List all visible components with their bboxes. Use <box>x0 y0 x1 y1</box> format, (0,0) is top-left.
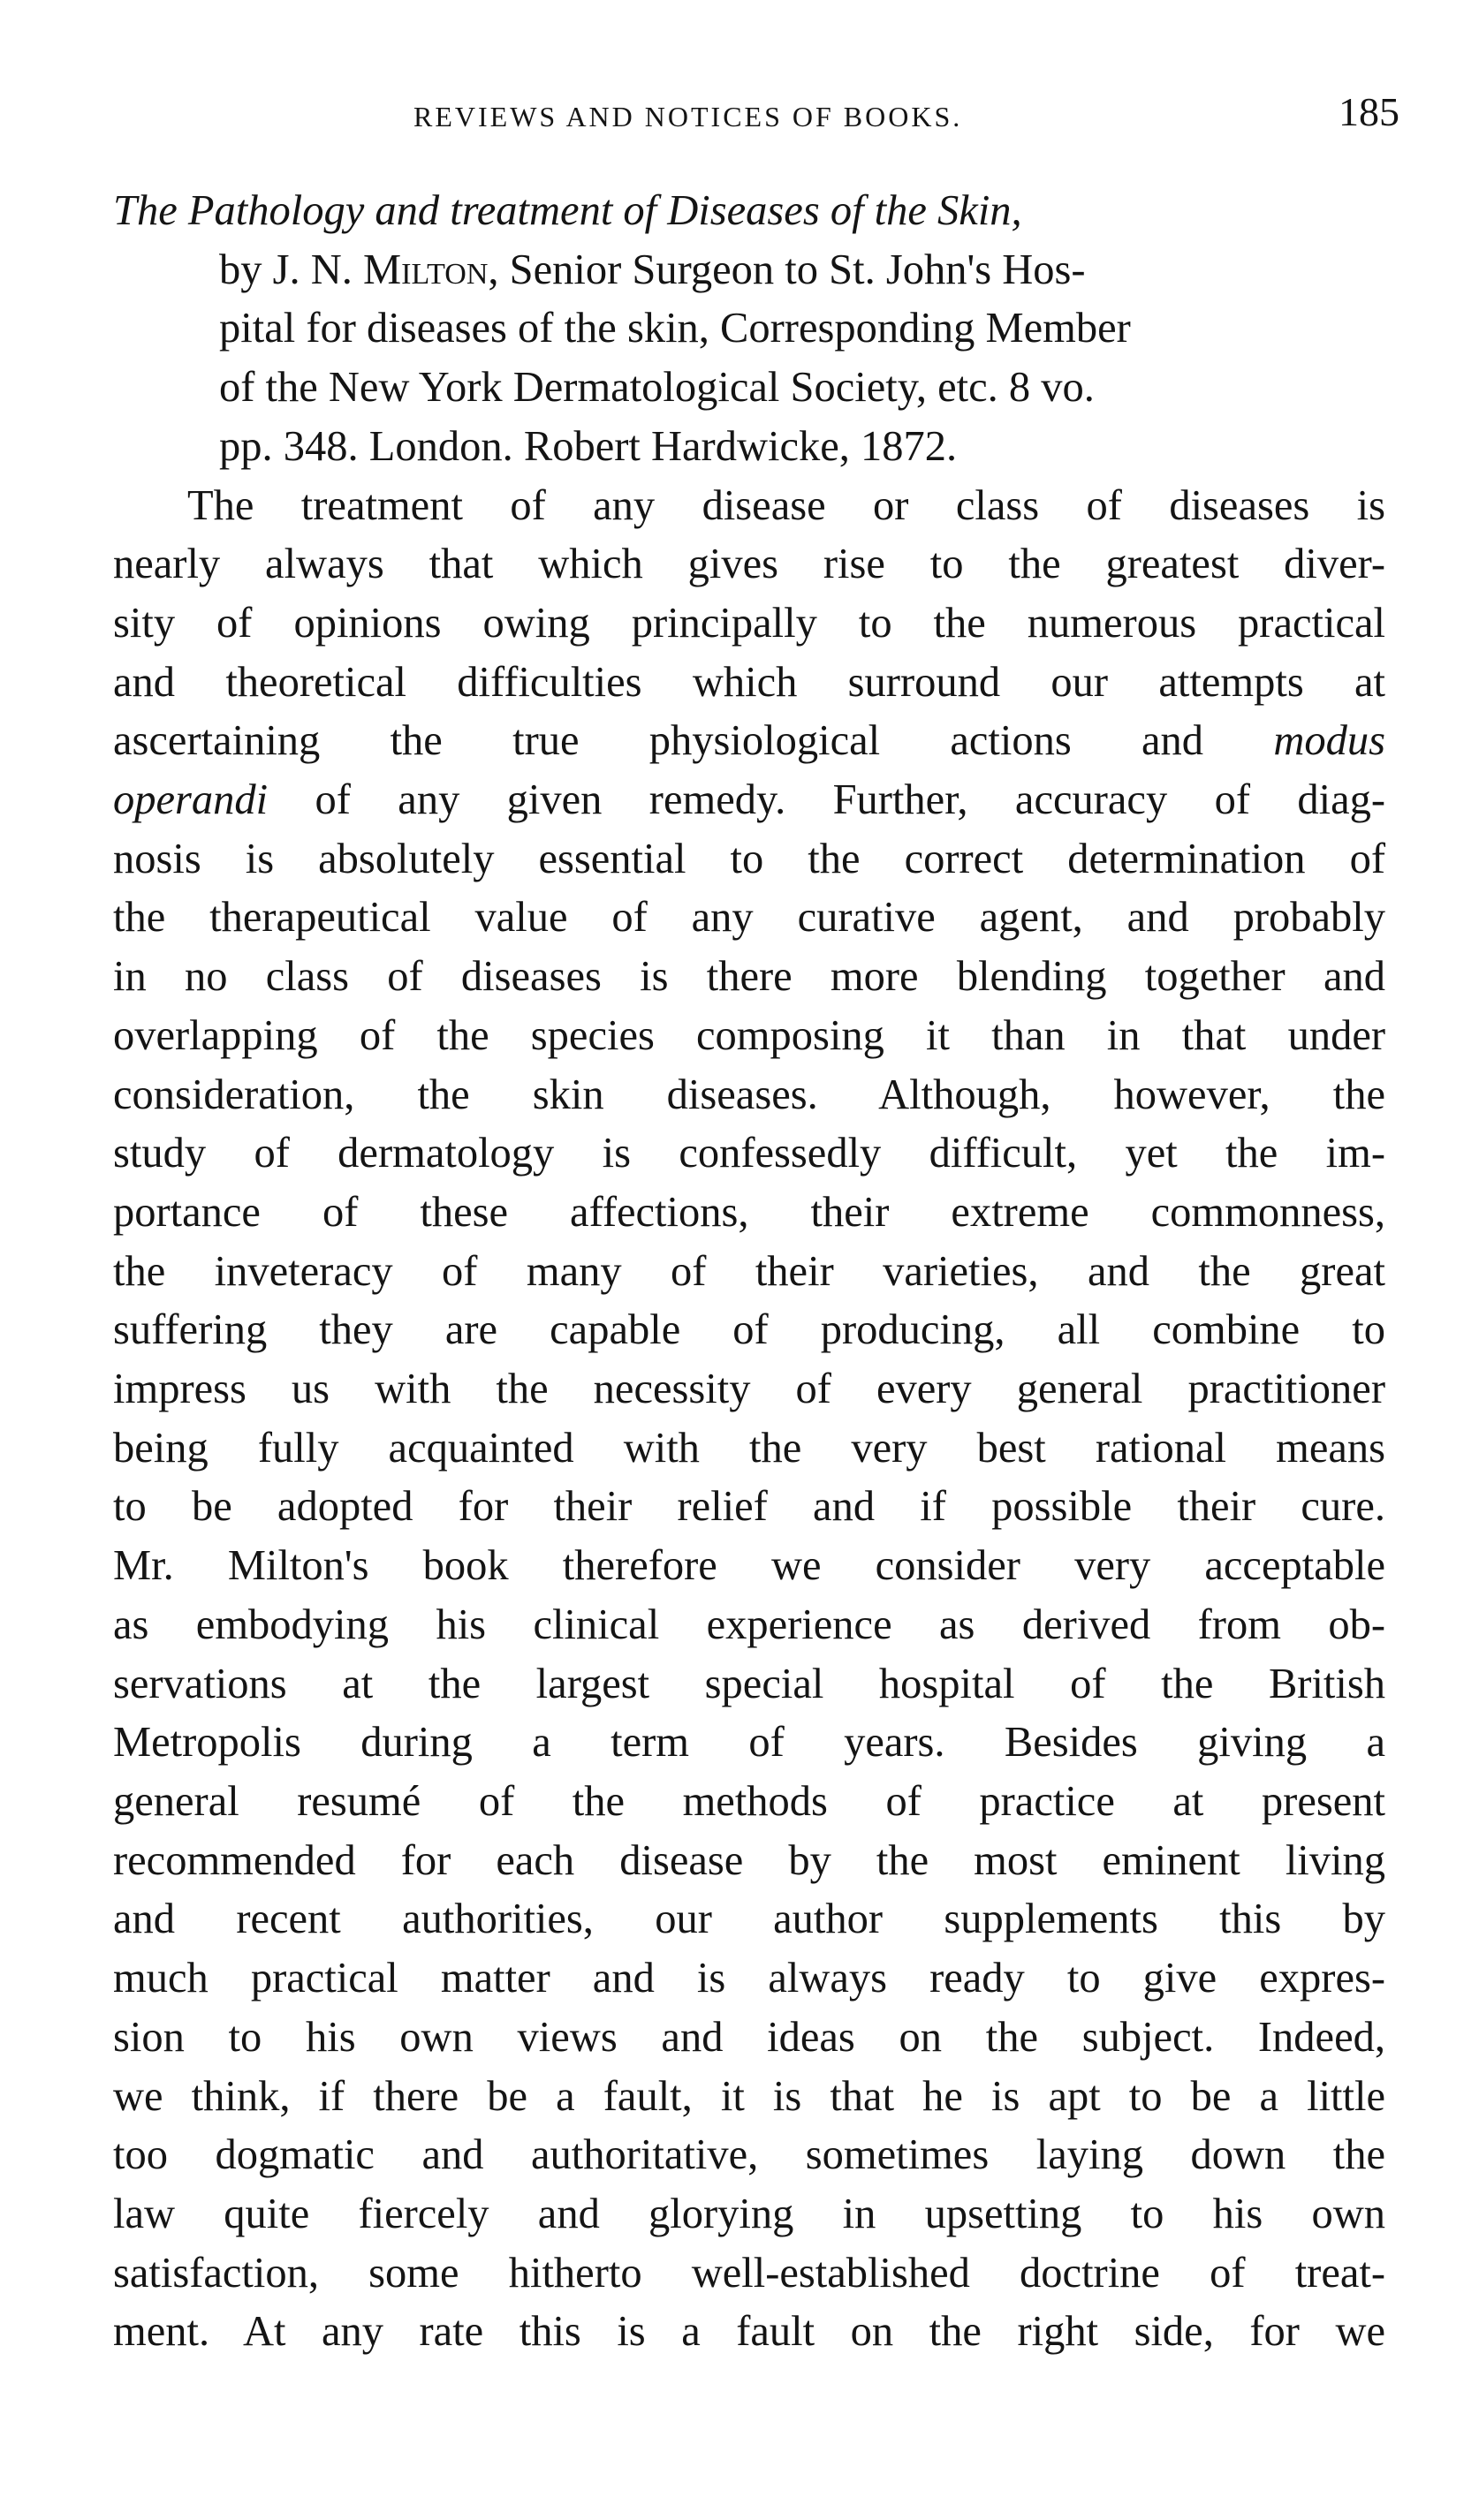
review-line: too dogmatic and authoritative, sometimes laying down the <box>113 2131 1385 2179</box>
review-line: to be adopted for their relief and if possible their cure. <box>113 1483 1385 1531</box>
review-line: much practical matter and is always ready to give expres- <box>113 1955 1385 2002</box>
author-description: , Senior Surgeon to St. John's Hos- <box>488 246 1086 293</box>
review-line: in no class of diseases is there more blending together and <box>113 953 1385 1001</box>
author-name: Milton <box>363 246 489 293</box>
review-line: sion to his own views and ideas on the subject. Indeed, <box>113 2013 1385 2061</box>
review-line: law quite fiercely and glorying in upsetting to his own <box>113 2190 1385 2237</box>
review-line: recommended for each disease by the most eminent living <box>113 1836 1385 1884</box>
review-line: as embodying his clinical experience as derived from ob- <box>113 1601 1385 1648</box>
review-line: suffering they are capable of producing, all combine to <box>113 1306 1385 1354</box>
review-line: and theoretical difficulties which surround our attempts at <box>113 658 1385 706</box>
book-detail-line-3: of the New York Dermatological Society, etc. 8 vo. <box>219 364 1095 412</box>
running-head <box>113 88 1399 159</box>
review-line: sity of opinions owing principally to the numerous practical <box>113 599 1385 647</box>
review-line: and recent authorities, our author supplements this by <box>113 1896 1385 1943</box>
review-line: consideration, the skin diseases. Although, however, the <box>113 1071 1385 1118</box>
review-line: servations at the largest special hospital of the British <box>113 1660 1385 1707</box>
review-line: Mr. Milton's book therefore we consider very acceptable <box>113 1542 1385 1590</box>
review-line: The treatment of any disease or class of diseases is <box>187 481 1385 529</box>
book-entry <box>113 182 1385 477</box>
review-line: nosis is absolutely essential to the correct determination of <box>113 835 1385 882</box>
italic-operandi: operandi <box>113 776 269 824</box>
running-title: REVIEWS AND NOTICES OF BOOKS. <box>413 101 963 132</box>
review-line-with-italic <box>113 712 1385 771</box>
review-line: nearly always that which gives rise to the greatest diver- <box>113 541 1385 588</box>
review-line: ment. At any rate this is a fault on the right side, for we <box>113 2308 1385 2356</box>
book-title-line <box>113 182 1385 241</box>
by-text: by J. N. <box>219 246 353 293</box>
review-line: portance of these affections, their extreme commonness, <box>113 1188 1385 1236</box>
review-line: general resumé of the methods of practice at present <box>113 1777 1385 1825</box>
review-line: overlapping of the species composing it than in that under <box>113 1011 1385 1059</box>
review-line: study of dermatology is confessedly difficult, yet the im- <box>113 1130 1385 1177</box>
review-line-text: ascertaining the true physiological actions and <box>113 717 1204 765</box>
review-line: being fully acquainted with the very best rational means <box>113 1424 1385 1472</box>
book-page <box>113 88 1399 2362</box>
book-publication-line: pp. 348. London. Robert Hardwicke, 1872. <box>219 422 958 470</box>
book-detail-line-2: pital for diseases of the skin, Corresponding Member <box>219 305 1131 352</box>
review-line: impress us with the necessity of every general practitioner <box>113 1366 1385 1413</box>
page-number: 185 <box>1339 89 1399 134</box>
review-line: the inveteracy of many of their varieties, and the great <box>113 1247 1385 1295</box>
review-line: Metropolis during a term of years. Besides giving a <box>113 1719 1385 1767</box>
book-author-line <box>219 241 1385 300</box>
review-line: satisfaction, some hitherto well-established doctrine of treat- <box>113 2249 1385 2297</box>
review-line-with-italic <box>113 771 1385 830</box>
review-body <box>113 477 1385 2363</box>
book-title: The Pathology and treatment of Diseases of the Skin, <box>113 187 1022 234</box>
review-line: we think, if there be a fault, it is that he is apt to be a little <box>113 2072 1385 2120</box>
review-line-text: of any given remedy. Further, accuracy of diag- <box>315 776 1385 824</box>
italic-modus: modus <box>1273 717 1385 765</box>
review-line: the therapeutical value of any curative agent, and probably <box>113 894 1385 942</box>
